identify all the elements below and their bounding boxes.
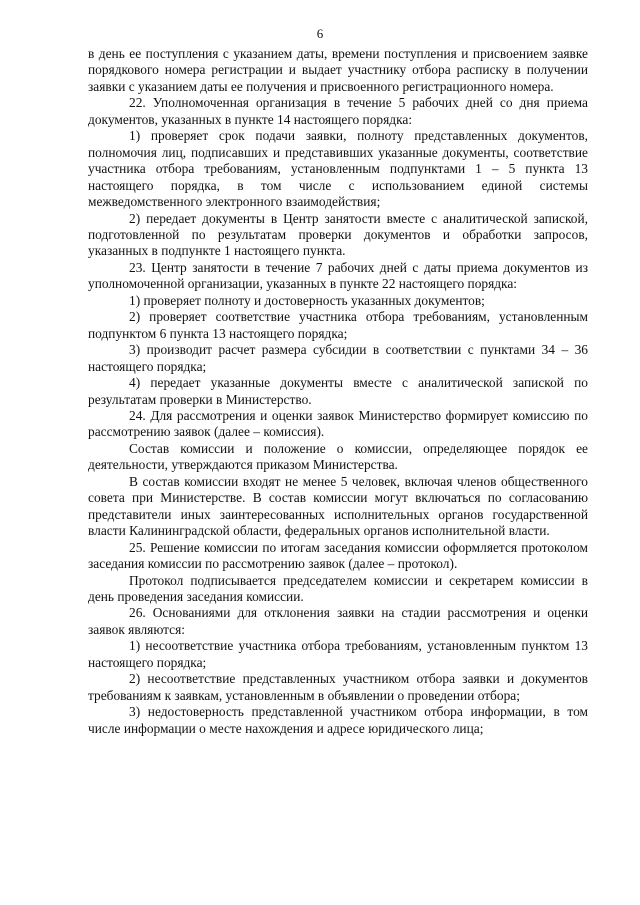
- paragraph-commission-composition: Состав комиссии и положение о комиссии, определяющее порядок ее деятельности, утверждаются приказом Министерства.: [88, 440, 588, 473]
- paragraph-clause-26-item-2: 2) несоответствие представленных участником отбора заявки и документов требованиям к заявкам, установленным в объявлении о проведении отбора;: [88, 671, 588, 703]
- paragraph-protocol-signing: Протокол подписывается председателем комиссии и секретарем комиссии в день проведения заседания комиссии.: [88, 572, 588, 604]
- paragraph-clause-23-item-4: 4) передает указанные документы вместе с аналитической запиской по результатам проверки в Министерство.: [88, 375, 588, 407]
- paragraph-continuation: в день ее поступления с указанием даты, времени поступления и присвоением заявке порядкового номера регистрации и выдает участнику отбора расписку в получении заявки с указанием даты ее получения и присвоенного регистрационного номера.: [88, 46, 588, 94]
- paragraph-clause-23: 23. Центр занятости в течение 7 рабочих дней с даты приема документов из уполномоченной организации, указанных в пункте 22 настоящего порядка:: [88, 259, 588, 292]
- paragraph-clause-26-item-3: 3) недостоверность представленной участником отбора информации, в том числе информации о месте нахождения и адресе юридического лица;: [88, 704, 588, 736]
- paragraph-clause-23-item-1: 1) проверяет полноту и достоверность указанных документов;: [129, 292, 485, 308]
- paragraph-clause-22: 22. Уполномоченная организация в течение 5 рабочих дней со дня приема документов, указанных в пункте 14 настоящего порядка:: [88, 95, 588, 127]
- paragraph-clause-23-item-3: 3) производит расчет размера субсидии в соответствии с пунктами 34 – 36 настоящего порядка;: [88, 342, 588, 374]
- paragraph-clause-26-item-1: 1) несоответствие участника отбора требованиям, установленным пунктом 13 настоящего порядка;: [88, 638, 588, 670]
- paragraph-clause-22-item-2: 2) передает документы в Центр занятости вместе с аналитической запиской, подготовленной по результатам проверки документов и обработки запросов, указанных в подпункте 1 настоящего пункта.: [88, 210, 588, 259]
- paragraph-clause-22-item-1: 1) проверяет срок подачи заявки, полноту представленных документов, полномочия лиц, подписавших и представивших указанные документы, соответствие участника отбора требованиям, установленным подпунктами 1 – 5 пункта 13 настоящего порядка, в том числе с использованием единой системы межведомственного электронного взаимодействия;: [88, 128, 588, 210]
- paragraph-clause-23-item-2: 2) проверяет соответствие участника отбора требованиям, установленным подпунктом 6 пункта 13 настоящего порядка;: [88, 309, 588, 341]
- paragraph-clause-26: 26. Основаниями для отклонения заявки на стадии рассмотрения и оценки заявок являются:: [88, 605, 588, 637]
- paragraph-clause-24: 24. Для рассмотрения и оценки заявок Министерство формирует комиссию по рассмотрению заявок (далее – комиссия).: [88, 407, 588, 440]
- paragraph-commission-members: В состав комиссии входят не менее 5 человек, включая членов общественного совета при Министерстве. В состав комиссии могут включаться по согласованию представители иных заинтересованных исполнительных органов государственной власти Калининградской области, федеральных органов исполнительной власти.: [88, 473, 588, 539]
- paragraph-clause-25: 25. Решение комиссии по итогам заседания комиссии оформляется протоколом заседания комиссии по рассмотрению заявок (далее – протокол).: [88, 539, 588, 572]
- document-body: [88, 46, 588, 737]
- page-number: 6: [316, 26, 324, 41]
